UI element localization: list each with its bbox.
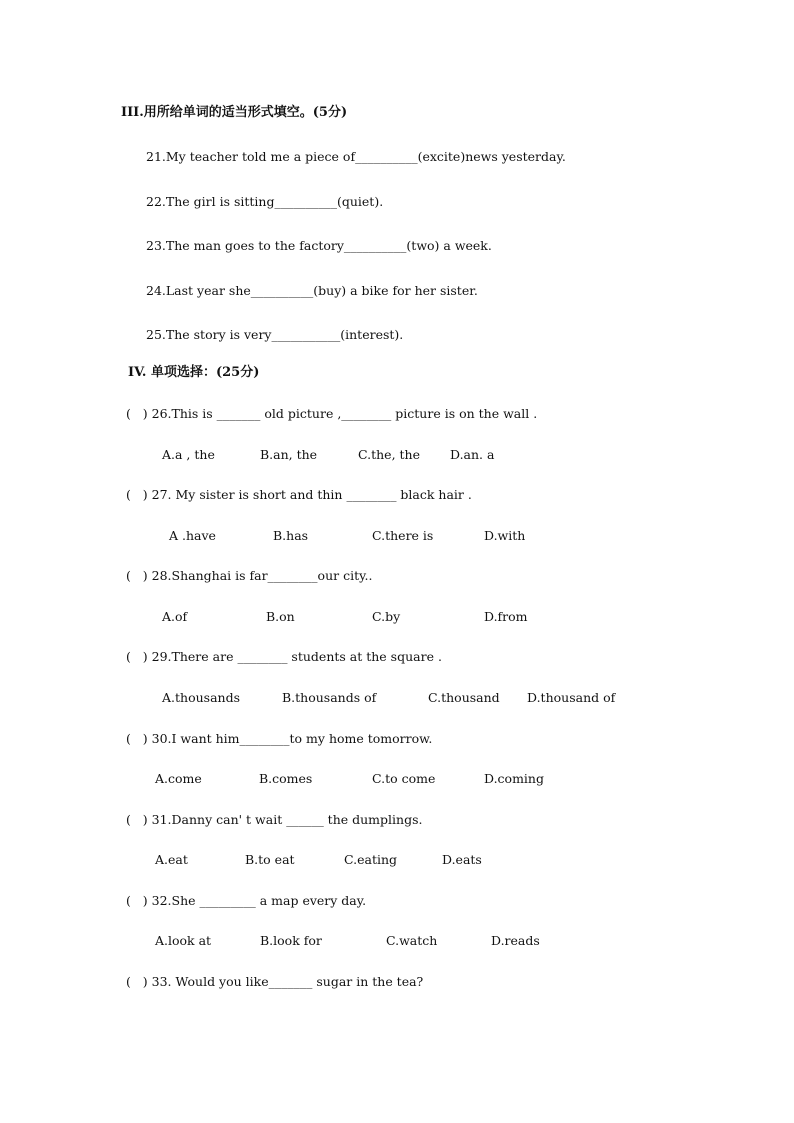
question-32-stem: ( ) 32.She _________ a map every day.	[126, 893, 367, 908]
question-26-option-c: C.the, the	[358, 447, 420, 462]
question-27-option-d: D.with	[484, 528, 526, 543]
question-31-option-c: C.eating	[344, 852, 398, 867]
fill-item-23: 23.The man goes to the factory__________(two) a week.	[146, 238, 492, 253]
question-31-option-d: D.eats	[442, 852, 482, 867]
question-26-option-d: D.an. a	[450, 447, 495, 462]
question-32-option-b: B.look for	[260, 933, 322, 948]
question-33-stem: ( ) 33. Would you like_______ sugar in the tea?	[126, 974, 424, 989]
question-26-option-a: A.a , the	[162, 447, 215, 462]
question-30-option-c: C.to come	[372, 771, 436, 786]
question-28-stem: ( ) 28.Shanghai is far________our city..	[126, 568, 373, 583]
question-28-option-d: D.from	[484, 609, 528, 624]
question-29-option-c: C.thousand	[428, 690, 500, 705]
fill-item-24: 24.Last year she__________(buy) a bike for her sister.	[146, 283, 478, 298]
question-29-stem: ( ) 29.There are ________ students at the square .	[126, 649, 442, 664]
question-31-stem: ( ) 31.Danny can' t wait ______ the dumplings.	[126, 812, 423, 827]
question-27-option-b: B.has	[273, 528, 309, 543]
question-32-option-a: A.look at	[155, 933, 212, 948]
question-30-option-b: B.comes	[259, 771, 313, 786]
fill-item-25: 25.The story is very___________(interest).	[146, 327, 404, 342]
question-32-option-c: C.watch	[386, 933, 438, 948]
fill-item-22: 22.The girl is sitting__________(quiet).	[146, 194, 384, 209]
question-32-option-d: D.reads	[491, 933, 540, 948]
question-30-option-d: D.coming	[484, 771, 544, 786]
question-28-option-b: B.on	[266, 609, 295, 624]
question-26-stem: ( ) 26.This is _______ old picture ,________ picture is on the wall .	[126, 406, 538, 421]
question-29-option-a: A.thousands	[162, 690, 240, 705]
question-31-option-a: A.eat	[155, 852, 188, 867]
question-27-option-c: C.there is	[372, 528, 434, 543]
question-28-option-a: A.of	[162, 609, 188, 624]
question-29-option-d: D.thousand of	[527, 690, 616, 705]
question-31-option-b: B.to eat	[245, 852, 295, 867]
fill-item-21: 21.My teacher told me a piece of__________(excite)news yesterday.	[146, 149, 566, 164]
question-29-option-b: B.thousands of	[282, 690, 377, 705]
question-30-option-a: A.come	[155, 771, 202, 786]
section-3-heading: III.用所给单词的适当形式填空。(5分)	[121, 105, 348, 120]
question-27-stem: ( ) 27. My sister is short and thin ________ black hair .	[126, 487, 472, 502]
question-26-option-b: B.an, the	[260, 447, 318, 462]
section-4-heading: IV. 单项选择：(25分)	[128, 365, 260, 380]
question-27-option-a: A .have	[169, 528, 216, 543]
question-30-stem: ( ) 30.I want him________to my home tomorrow.	[126, 731, 433, 746]
question-28-option-c: C.by	[372, 609, 401, 624]
